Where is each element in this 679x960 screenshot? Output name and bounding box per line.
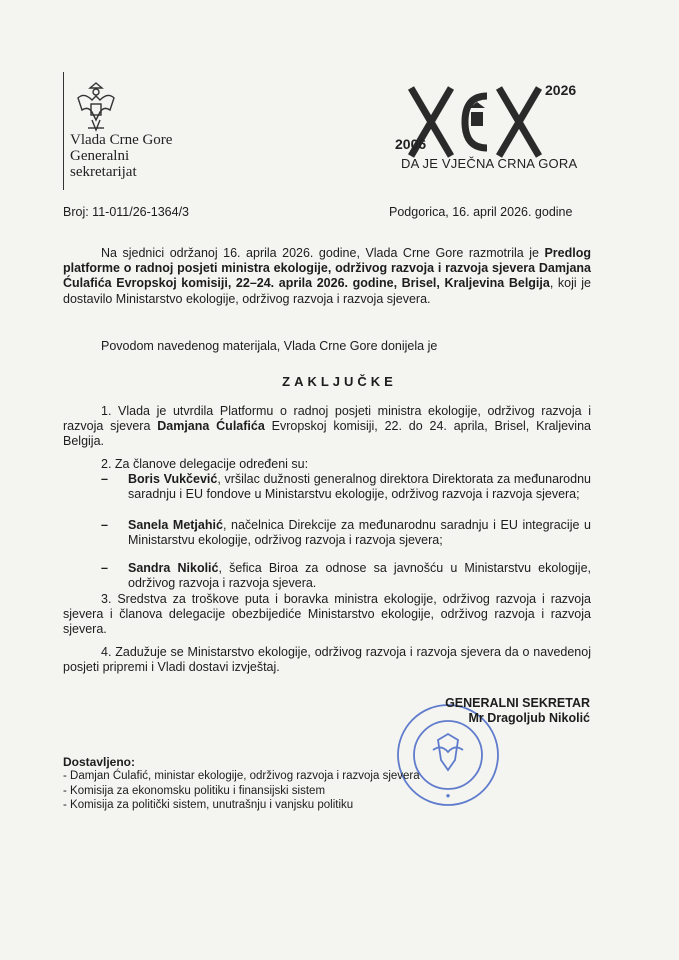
conclusion-3: 3. Sredstva za troškove puta i boravka ministra ekologije, održivog razvoja i razvoja sjevera i članova delegacije obezbijediće Ministarstvo ekologije, održivog razvoja i razvoja sjevera.	[63, 592, 591, 637]
distribution-item: - Komisija za ekonomsku politiku i finansijski sistem	[63, 784, 326, 797]
header-rule	[63, 72, 64, 190]
logo-motto: DA JE VJEČNA CRNA GORA	[401, 156, 578, 171]
svg-text:●: ●	[445, 791, 451, 800]
logo-year-2006: 2006	[395, 136, 427, 152]
intro-paragraph	[63, 246, 591, 307]
gov-line: Generalni	[70, 148, 130, 164]
coat-of-arms-icon	[70, 80, 122, 140]
intro-tail: , koji je dostavilo Ministarstvo ekologije, održivog razvoja i razvoja sjevera.	[63, 276, 592, 306]
place-date: Podgorica, 16. april 2026. godine	[389, 205, 573, 219]
delegate-role: , vršilac dužnosti generalnog direktora Direktorata za međunarodnu saradnju i EU fondove u Ministarstvu ekologije, održivog razvoja i razvoja sjevera;	[128, 472, 591, 502]
delegate-item	[128, 561, 591, 591]
gov-line: sekretarijat	[70, 164, 137, 180]
list-dash: –	[101, 472, 108, 486]
gov-line: Vlada Crne Gore	[70, 132, 173, 148]
delegate-name: Sanela Metjahić	[128, 518, 223, 532]
distribution-item: - Komisija za politički sistem, unutrašnju i vanjsku politiku	[63, 799, 354, 811]
delegate-item	[128, 518, 591, 548]
list-dash: –	[101, 561, 108, 575]
intro-lead: Na sjednici održanoj 16. aprila 2026. godine, Vlada Crne Gore razmotrila je	[101, 246, 545, 260]
government-name	[70, 132, 172, 180]
conclusion-4: 4. Zadužuje se Ministarstvo ekologije, održivog razvoja i razvoja sjevera da o navedenoj posjeti pripremi i Vladi dostavi izvještaj.	[63, 645, 591, 675]
signature-block	[420, 696, 590, 726]
signature-name: Mr Dragoljub Nikolić	[468, 711, 590, 725]
intro-second: Povodom navedenog materijala, Vlada Crne Gore donijela je	[101, 339, 438, 353]
conclusions-heading: ZAKLJUČKE	[282, 374, 397, 389]
distribution-item: - Damjan Ćulafić, ministar ekologije, održivog razvoja i razvoja sjevera	[63, 770, 420, 782]
conclusion-1	[63, 404, 591, 450]
c1-bold: Damjana Ćulafića	[157, 419, 265, 434]
signature-title: GENERALNI SEKRETAR	[445, 696, 590, 710]
delegate-role: , načelnica Direkcije za međunarodnu saradnju i EU integracije u Ministarstvu ekologije, održivog razvoja i razvoja sjevera;	[128, 518, 591, 548]
c1-text: 1. Vlada je utvrdila Platformu o radnoj posjeti ministra ekologije, održivog razvoja i razvoja sjevera	[63, 404, 591, 434]
delegate-item	[128, 472, 591, 502]
distribution-list	[63, 769, 420, 813]
delegate-name: Boris Vukčević	[128, 472, 218, 486]
list-dash: –	[101, 518, 108, 532]
logo-year-2026: 2026	[545, 82, 577, 98]
conclusion-2: 2. Za članove delegacije određeni su:	[101, 457, 309, 471]
c1-text-tail: Evropskoj komisiji, 22. do 24. aprila, Brisel, Kraljevina Belgija.	[63, 419, 591, 449]
delegate-name: Sandra Nikolić	[128, 561, 219, 575]
reference-number: Broj: 11-011/26-1364/3	[63, 205, 190, 219]
distribution-heading: Dostavljeno:	[63, 755, 136, 769]
intro-bold: Predlog platforme o radnoj posjeti ministra ekologije, održivog razvoja i razvoja sjevera Damjana Ćulafića Evropskoj komisiji, 22–24. aprila 2026. godine, Brisel, Kraljevina Belgija	[63, 246, 591, 291]
delegate-role: , šefica Biroa za odnose sa javnošću u Ministarstvu ekologije, održivog razvoja i razvoja sjevera.	[128, 561, 591, 591]
